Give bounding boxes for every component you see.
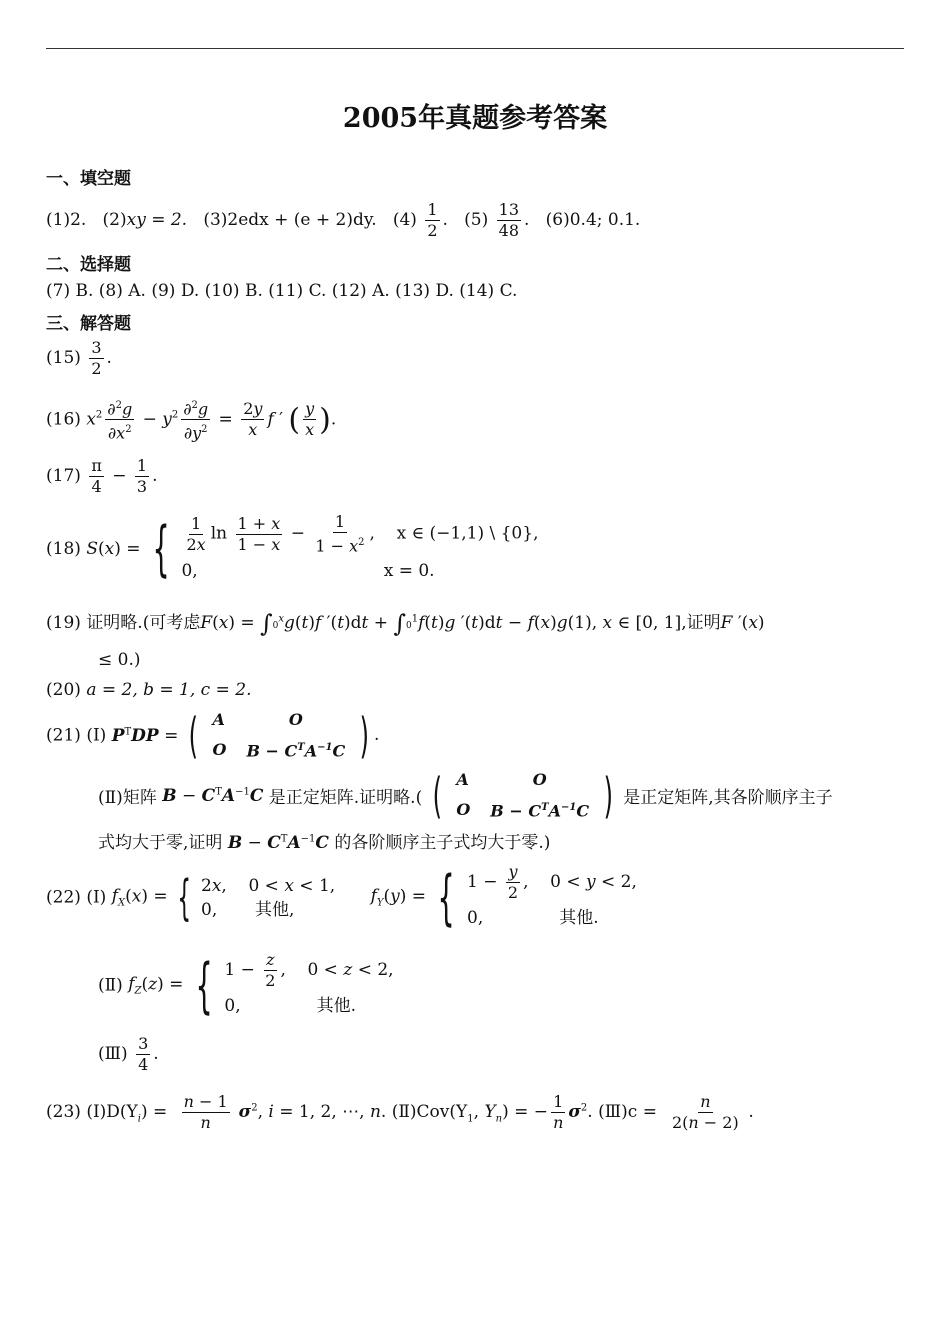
answer-22-ii: (Ⅱ) $f_Z(z)$ = { 1 − $\frac{z}{2}$ , 0 < z < 2, 0, 其他. (98, 950, 394, 1021)
answer-19-cont: ≤ 0.) (98, 650, 141, 670)
answer-16: (16) $x^2$ $\frac{\partial^2g}{\partial x^2}$ − $y^2$ $\frac{\partial^2g}{\partial y^2}$ = $\frac{2y}{x}$ f ′ ( $\frac{y}{x}$ ). (46, 396, 336, 444)
section-solve-heading: 三、解答题 (46, 314, 131, 334)
answer-19: (19) 证明略.(可考虑$F(x) = \int 0^xg(t)f$ $'(t)dt + \int 0^1f(t)g$ ′(t)dt − f(x)g(1), x ∈ [0, 1],证明F ′(x) (46, 609, 765, 638)
answer-22: (22) (Ⅰ) $f_X(x)$ = { 2x, 0 < x < 1, 0, 其他, $f_Y(y)$ = { 1 − $\frac{y}{2}$ , 0 < y < 2, 0, 其他. (46, 862, 637, 933)
header-rule (46, 48, 904, 49)
answer-2: xy = 2. (126, 210, 188, 230)
answer-21-cont: 式均大于零,证明 $B - C^TA^{-1}C$ 的各阶顺序主子式均大于零.) (98, 833, 551, 853)
answer-21-ii: (Ⅱ)矩阵 $B - C^TA^{-1}C$ 是正定矩阵.证明略.( ( A O O $B - C^TA^{-1}C$ ) 是正定矩阵,其各阶顺序主子 (98, 767, 833, 824)
answer-21: (21) (Ⅰ) $P^TDP$ = ( A O O $B - C^TA^{-1}C$ ) . (46, 707, 380, 764)
fill-answers: (1)2. (2)xy = 2. (3)2edx + (e + 2)dy. (4) $\frac{1}{2}$ . (5) $\frac{13}{48}$ . (6)0.4; 0.1. (46, 200, 641, 240)
answer-6: (6)0.4; 0.1. (545, 210, 641, 230)
answer-4-fraction: $\frac{1}{2}$ (427, 200, 438, 240)
answer-3: (3)2edx + (e + 2)dy. (203, 210, 377, 230)
answer-23: (23) $(Ⅰ)D(Y_i)$ = $\frac{n - 1}{n}$ $\sigma^2$, i = 1, 2, ⋯, n. $(Ⅱ)Cov(Y_1$, $Y_n$) = − $\frac{1}{n}$ $\sigma^2$. (Ⅲ)c = $\frac{n}{2(n - 2)}$ . (46, 1092, 754, 1132)
answer-18: (18) S(x) = { $\frac{1}{2x}$ ln $\frac{1 + x}{1 - x}$ − $\frac{1}{1 - x^2}$ , x ∈ (−1,1) \ {0}, 0, x = 0. (46, 512, 539, 585)
answer-22-iii: (Ⅲ) $\frac{3}{4}$ . (98, 1034, 159, 1074)
page-title: 2005年真题参考答案 (342, 103, 608, 134)
answer-4-label: (4) (392, 210, 417, 230)
answer-2-label: (2) (102, 210, 127, 230)
answer-5-label: (5) (464, 210, 489, 230)
answer-15: (15) $\frac{3}{2}$ . (46, 338, 112, 378)
answer-20: (20) a = 2, b = 1, c = 2. (46, 680, 252, 700)
choice-answers: (7) B. (8) A. (9) D. (10) B. (11) C. (12) A. (13) D. (14) C. (46, 281, 518, 301)
answer-17: (17) $\frac{\pi}{4}$ − $\frac{1}{3}$ . (46, 456, 158, 496)
answer-1: (1)2. (46, 210, 87, 230)
section-choice-heading: 二、选择题 (46, 255, 131, 275)
answer-5-fraction: $\frac{13}{48}$ (498, 200, 520, 240)
section-fill-heading: 一、填空题 (46, 169, 131, 189)
